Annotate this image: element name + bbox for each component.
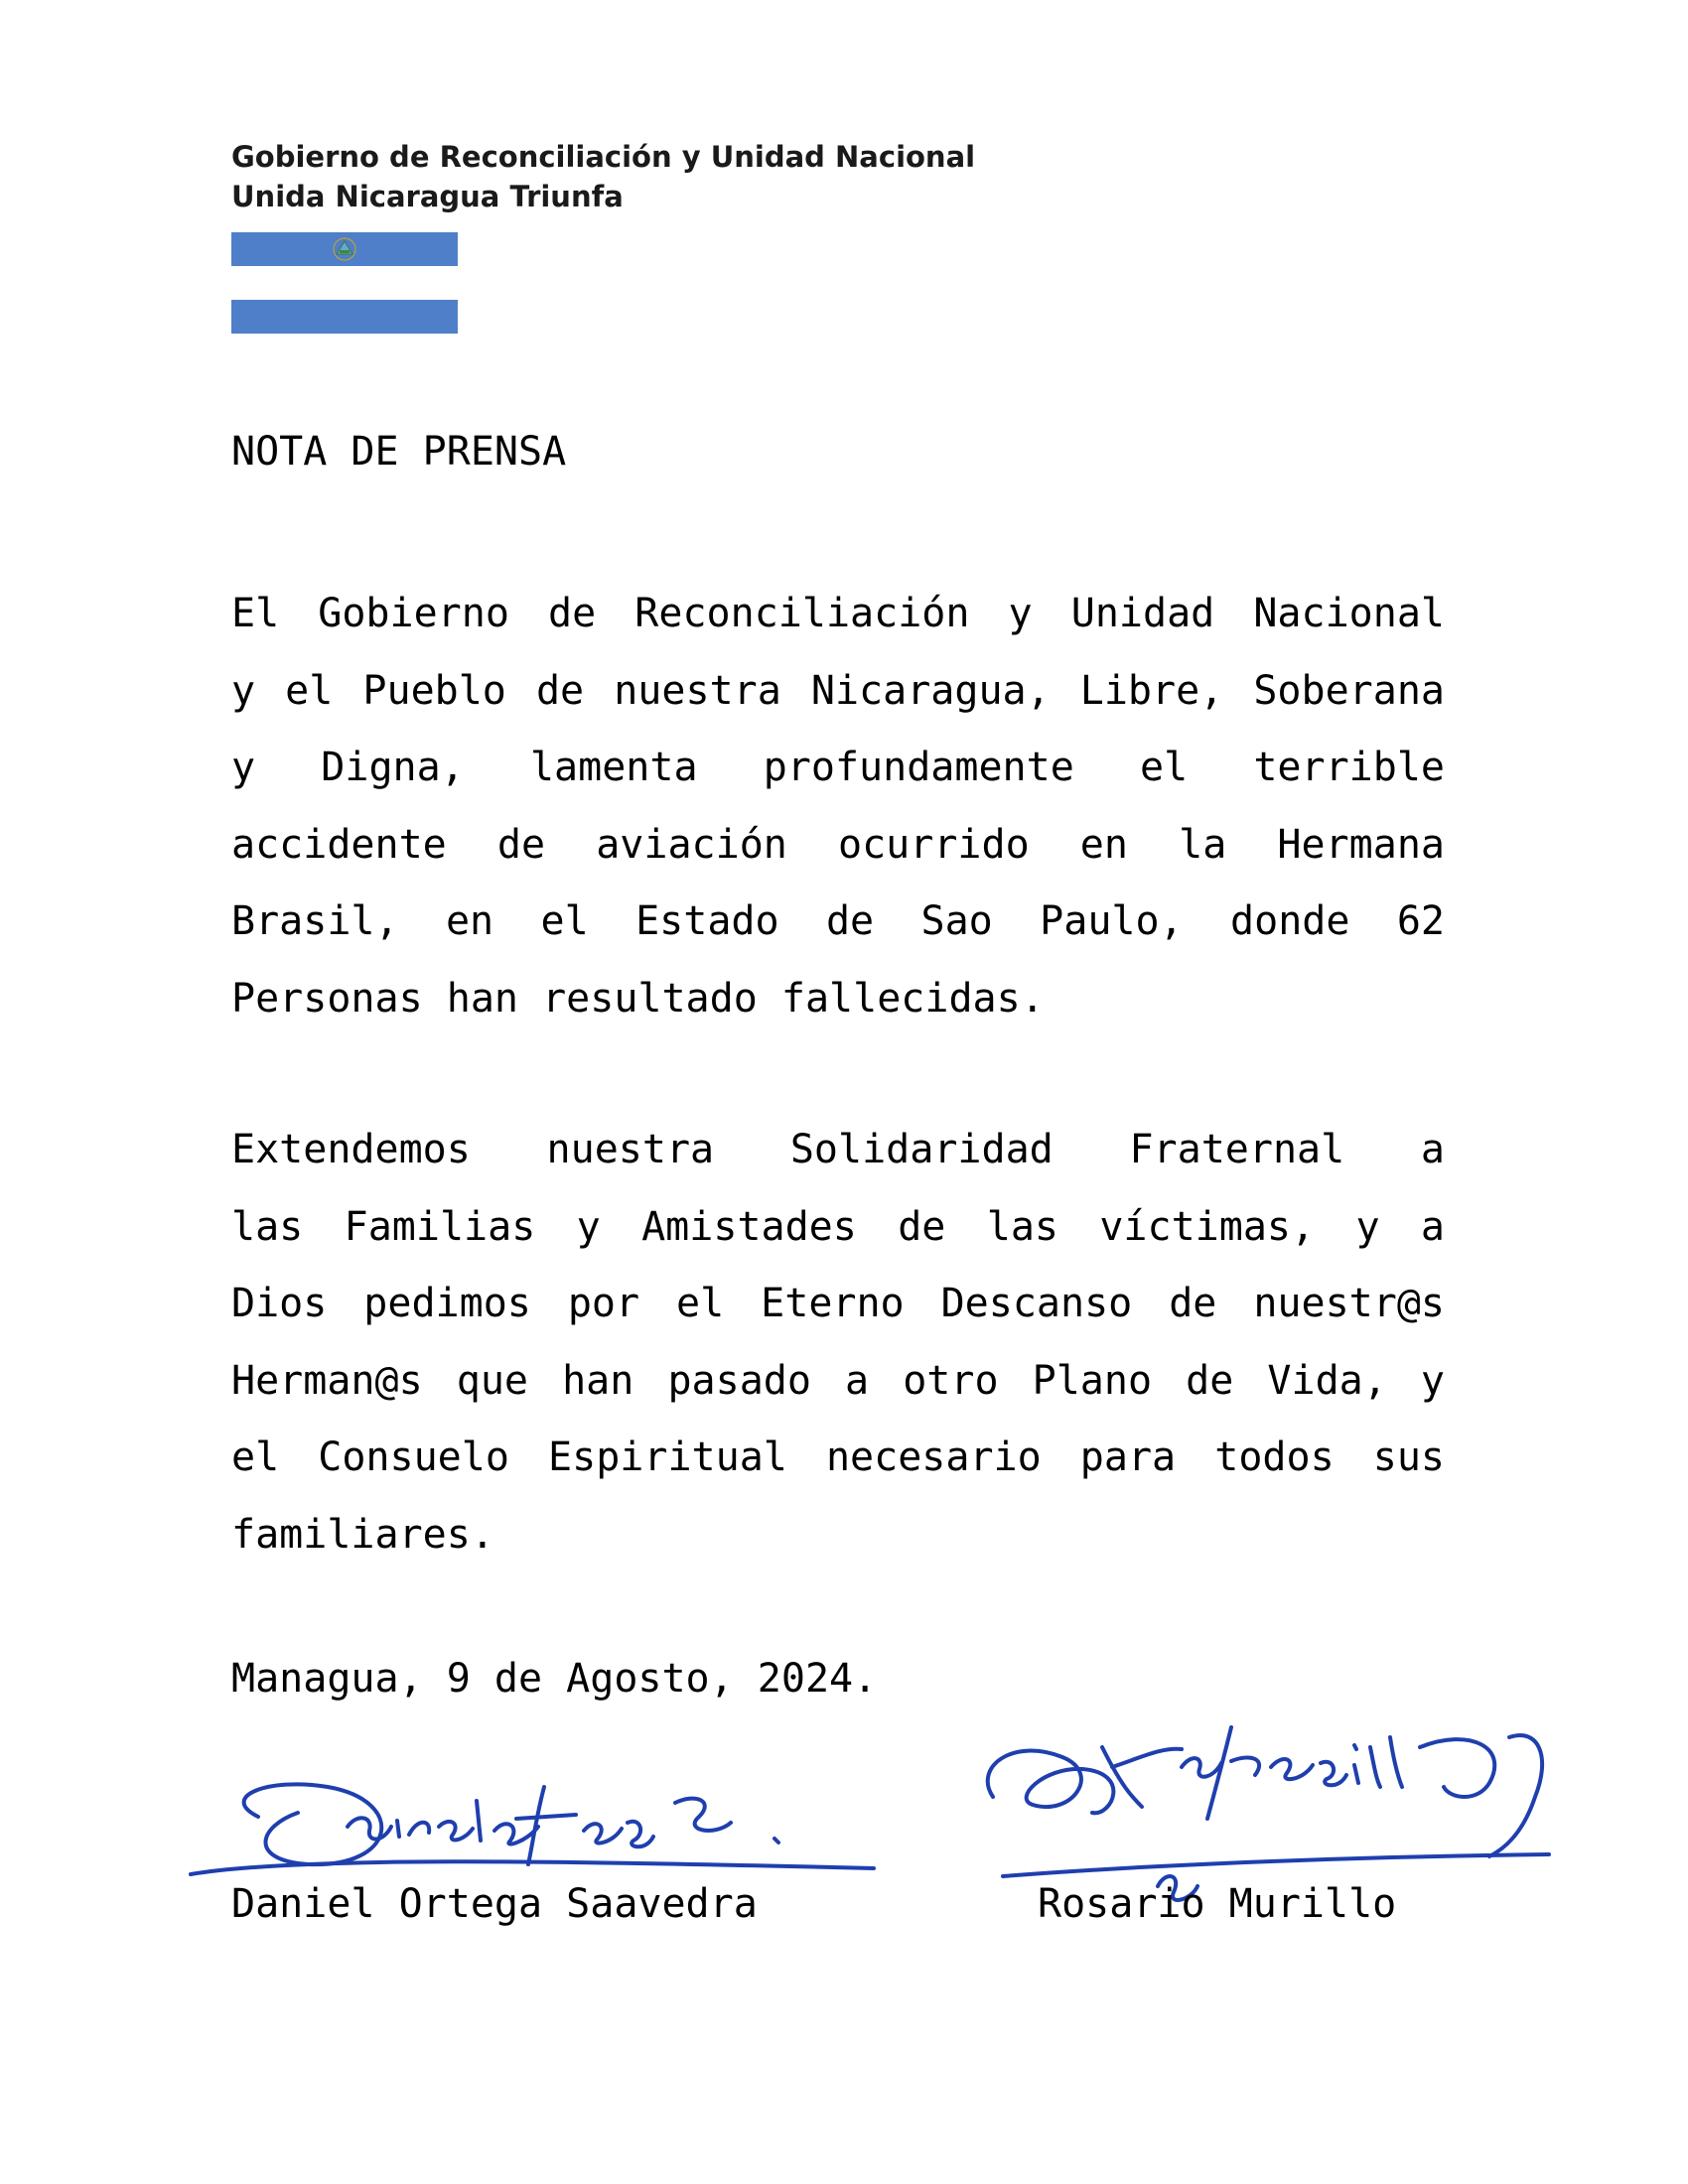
letterhead-slogan: Unida Nicaragua Triunfa bbox=[231, 180, 624, 213]
paragraph-line: familiares. bbox=[231, 1511, 494, 1558]
paragraph-line: y Digna, lamenta profundamente el terrible bbox=[231, 745, 1445, 790]
letterhead-government: Gobierno de Reconciliación y Unidad Nacional bbox=[231, 140, 976, 174]
paragraph-line: Dios pedimos por el Eterno Descanso de nuestr@s bbox=[231, 1281, 1445, 1326]
date-line: Managua, 9 de Agosto, 2024. bbox=[231, 1656, 878, 1702]
coat-of-arms-icon bbox=[331, 237, 358, 261]
paragraph-line: las Familias y Amistades de las víctimas, y a bbox=[231, 1203, 1445, 1250]
signatory-left-name: Daniel Ortega Saavedra bbox=[231, 1881, 758, 1927]
signature-left bbox=[179, 1757, 894, 1896]
paragraph-line: y el Pueblo de nuestra Nicaragua, Libre, Soberana bbox=[231, 667, 1445, 714]
press-release-title: NOTA DE PRENSA bbox=[231, 429, 567, 475]
paragraph-solidarity bbox=[231, 1112, 1445, 1573]
paragraph-line: el Consuelo Espiritual necesario para todos sus bbox=[231, 1434, 1445, 1480]
nicaragua-flag-icon bbox=[231, 232, 458, 334]
paragraph-line: Herman@s que han pasado a otro Plano de Vida, y bbox=[231, 1357, 1445, 1404]
flag-stripe-middle bbox=[231, 266, 458, 300]
signatory-right-name: Rosario Murillo bbox=[1038, 1881, 1397, 1927]
paragraph-line: Extendemos nuestra Solidaridad Fraternal a bbox=[231, 1127, 1445, 1172]
paragraph-line: Brasil, en el Estado de Sao Paulo, donde 62 bbox=[231, 898, 1445, 944]
paragraph-line: El Gobierno de Reconciliación y Unidad Nacional bbox=[231, 591, 1445, 636]
flag-stripe-bottom bbox=[231, 300, 458, 334]
paragraph-line: Personas han resultado fallecidas. bbox=[231, 975, 1045, 1022]
paragraph-line: accidente de aviación ocurrido en la Hermana bbox=[231, 821, 1445, 868]
paragraph-condolence bbox=[231, 576, 1445, 1037]
letterhead bbox=[231, 137, 975, 216]
